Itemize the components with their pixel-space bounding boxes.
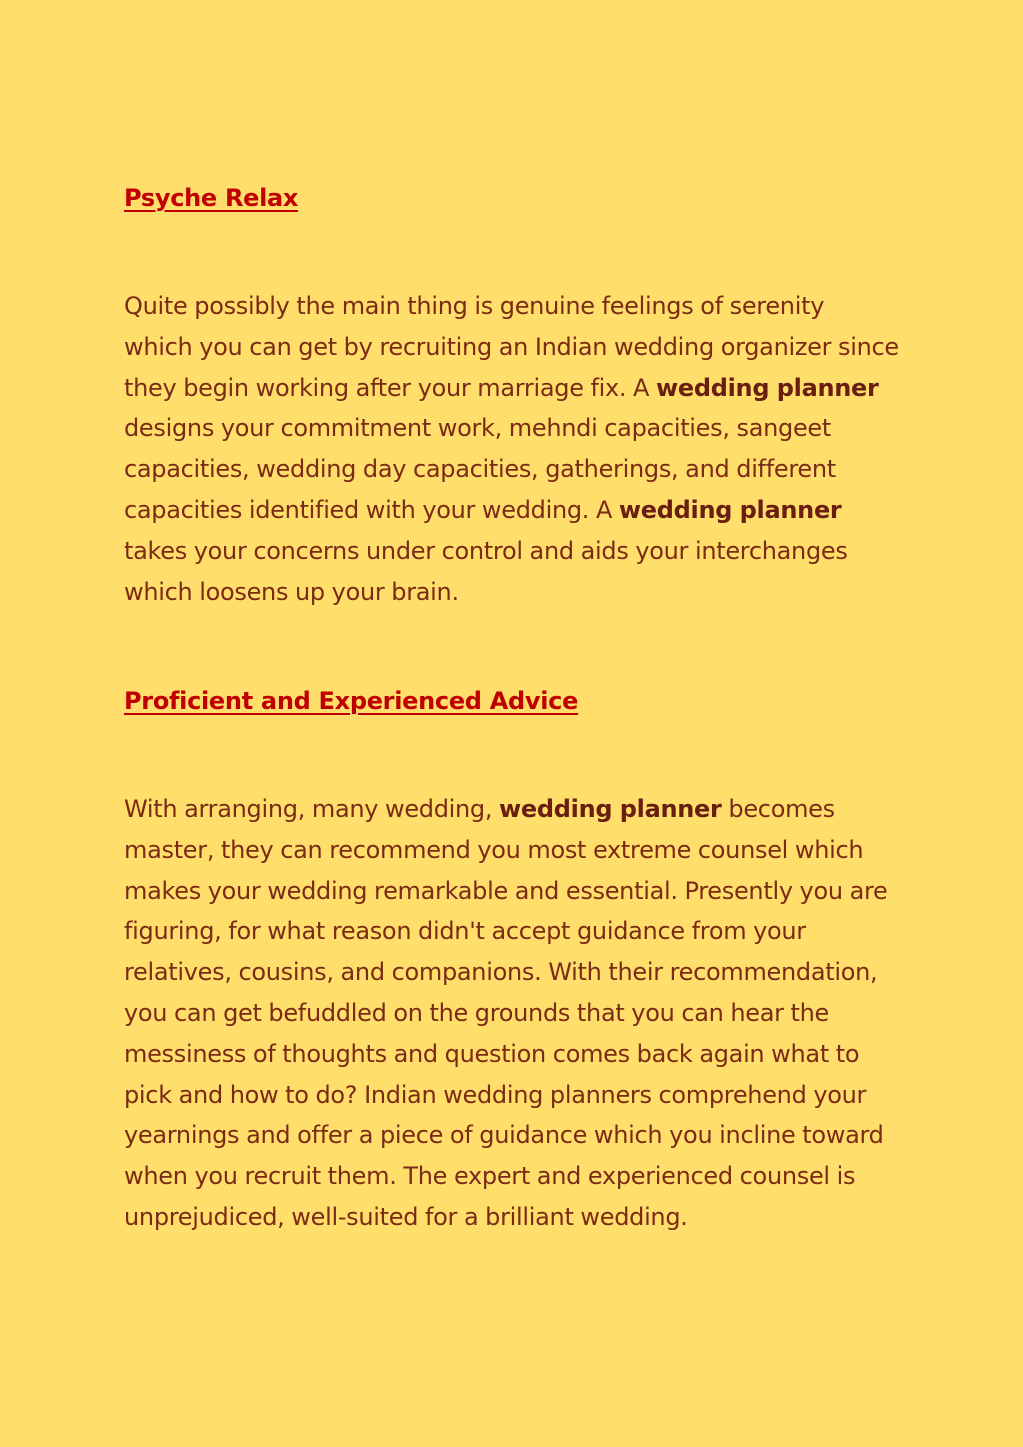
- paragraph-text: Quite possibly the main thing is genuine feelings of serenity which you can get by recruiting an Indian wedding organizer since they begin working after your marriage fix. A: [124, 292, 899, 402]
- paragraph-text: With arranging, many wedding,: [124, 795, 500, 823]
- section-paragraph-psyche-relax: [124, 286, 899, 612]
- paragraph-text: takes your concerns under control and aids your interchanges which loosens up your brain.: [124, 536, 848, 606]
- paragraph-text: becomes master, they can recommend you most extreme counsel which makes your wedding remarkable and essential. Presently you are figuring, for what reason didn't accept guidance from your relatives, cousins, and companions. With their recommendation, you can get befuddled on the grounds that you can hear the messiness of thoughts and question comes back again what to pick and how to do? Indian wedding planners comprehend your yearnings and offer a piece of guidance which you incline toward when you recruit them. The expert and experienced counsel is unprejudiced, well-suited for a brilliant wedding.: [124, 795, 888, 1231]
- paragraph-text: designs your commitment work, mehndi capacities, sangeet capacities, wedding day capacities, gatherings, and different capacities identified with your wedding. A: [124, 414, 836, 524]
- bold-keyword-wedding-planner: wedding planner: [618, 495, 842, 524]
- bold-keyword-wedding-planner: wedding planner: [499, 795, 722, 823]
- section-paragraph-proficient-advice: [124, 789, 899, 1238]
- section-heading-psyche-relax: Psyche Relax: [124, 184, 299, 212]
- bold-keyword-wedding-planner: wedding planner: [656, 373, 879, 402]
- section-heading-proficient-advice: Proficient and Experienced Advice: [124, 687, 579, 715]
